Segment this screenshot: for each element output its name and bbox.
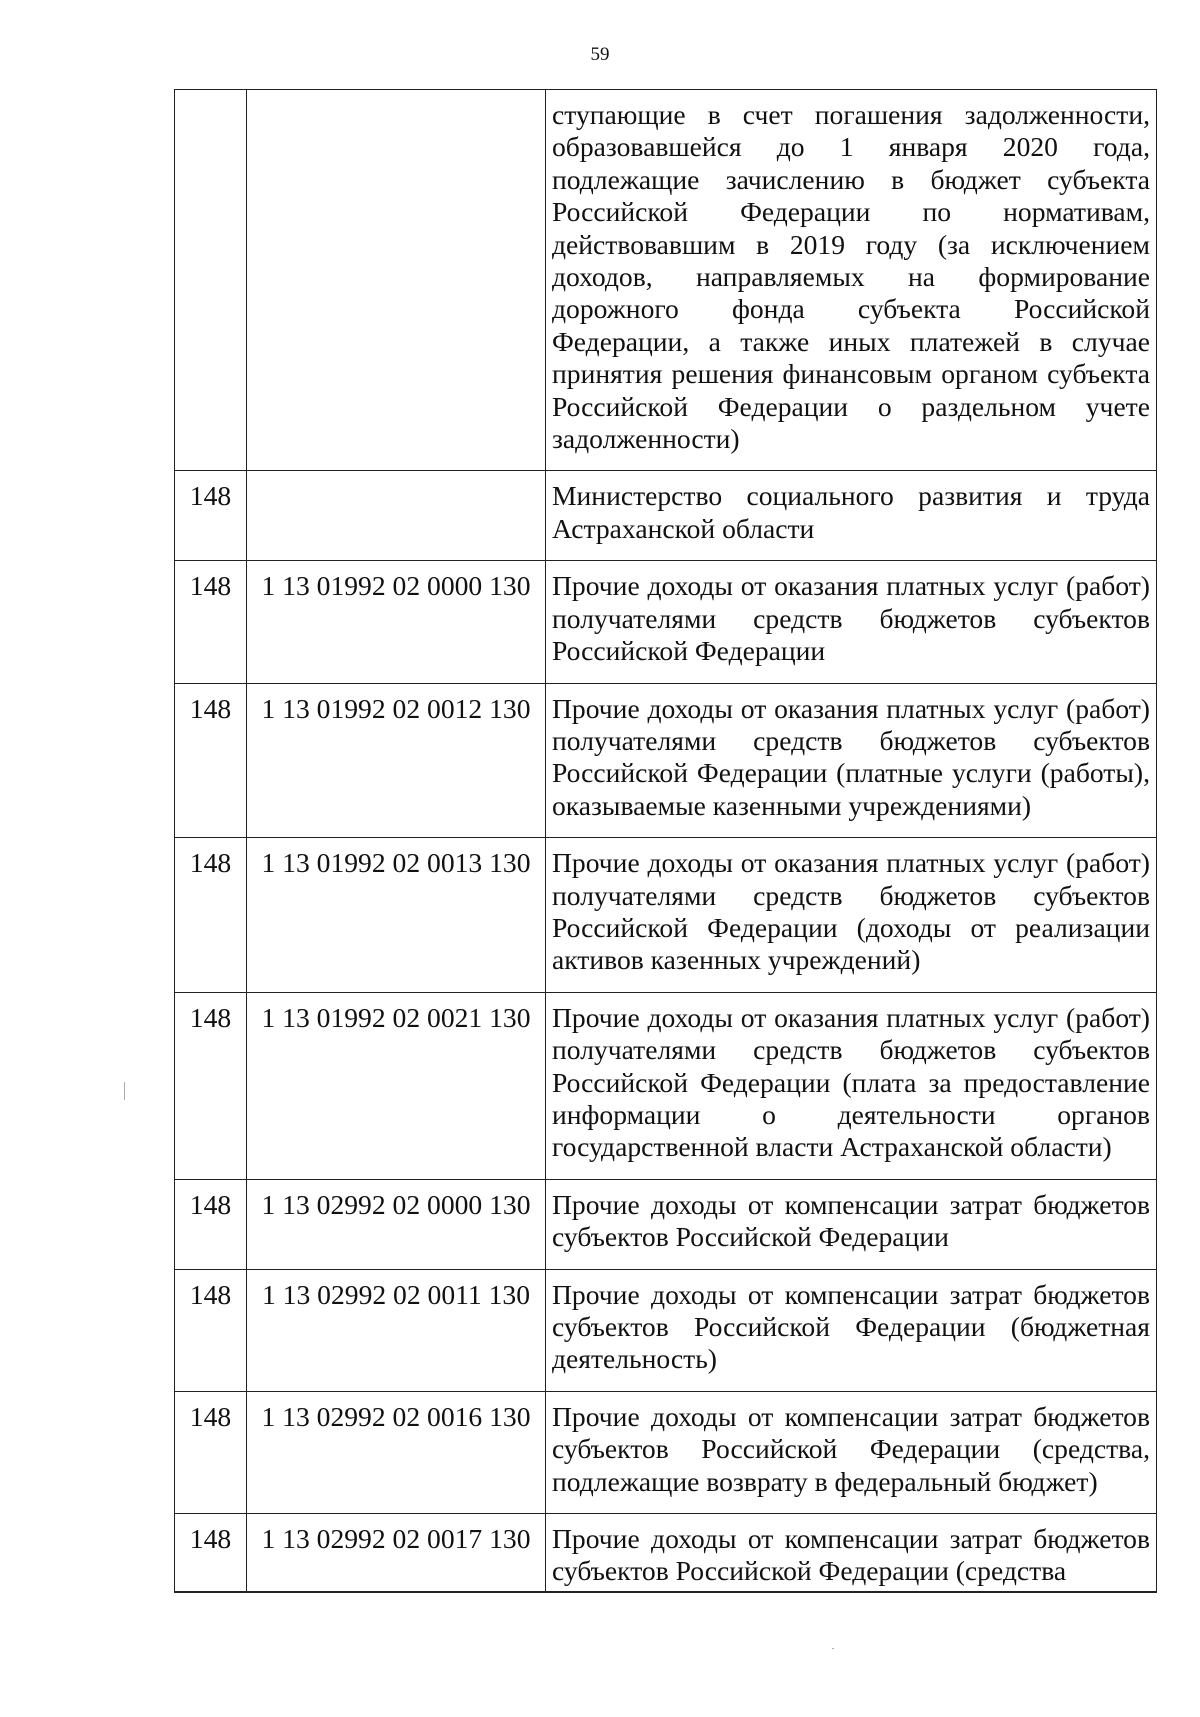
admin-code-cell: 148 bbox=[175, 683, 247, 838]
table-row bbox=[175, 561, 1157, 683]
admin-code-cell: 148 bbox=[175, 1391, 247, 1513]
admin-code-cell: 148 bbox=[175, 1179, 247, 1269]
table-row bbox=[175, 1514, 1157, 1592]
revenue-code-cell: 1 13 01992 02 0000 130 bbox=[247, 561, 546, 683]
scan-artifact-mark bbox=[124, 1082, 125, 1100]
table-row bbox=[175, 1269, 1157, 1391]
revenue-code-cell bbox=[247, 90, 546, 471]
admin-code-cell: 148 bbox=[175, 838, 247, 993]
revenue-name-cell: Прочие доходы от оказания платных услуг (работ) получателями средств бюджетов субъектов Российской Федерации (платные услуги (работы), оказываемые казенными учреждениями) bbox=[546, 683, 1157, 838]
admin-code-cell: 148 bbox=[175, 1269, 247, 1391]
revenue-code-cell: 1 13 01992 02 0021 130 bbox=[247, 992, 546, 1179]
revenue-codes-table bbox=[174, 89, 1157, 1593]
revenue-name-cell: ступающие в счет погашения задолженности, образовавшейся до 1 января 2020 года, подлежащие зачислению в бюджет субъекта Российской Федерации по нормативам, действовавшим в 2019 году (за исключением доходов, направляемых на формирование дорожного фонда субъекта Российской Федерации, а также иных платежей в случае принятия решения финансовым органом субъекта Российской Федерации о раздельном учете задолженности) bbox=[546, 90, 1157, 471]
table-row bbox=[175, 1179, 1157, 1269]
table-row bbox=[175, 992, 1157, 1179]
table-row bbox=[175, 683, 1157, 838]
revenue-code-cell: 1 13 02992 02 0016 130 bbox=[247, 1391, 546, 1513]
revenue-name-cell: Министерство социального развития и труда Астраханской области bbox=[546, 471, 1157, 561]
revenue-name-cell: Прочие доходы от оказания платных услуг (работ) получателями средств бюджетов субъектов Российской Федерации (плата за предоставление информации о деятельности органов государственной власти Астраханской области) bbox=[546, 992, 1157, 1179]
table-row bbox=[175, 1391, 1157, 1513]
table-row bbox=[175, 471, 1157, 561]
revenue-code-cell: 1 13 01992 02 0012 130 bbox=[247, 683, 546, 838]
admin-code-cell: 148 bbox=[175, 992, 247, 1179]
revenue-name-cell: Прочие доходы от компенсации затрат бюджетов субъектов Российской Федерации bbox=[546, 1179, 1157, 1269]
revenue-name-cell: Прочие доходы от компенсации затрат бюджетов субъектов Российской Федерации (средства bbox=[546, 1514, 1157, 1592]
admin-code-cell bbox=[175, 90, 247, 471]
admin-code-cell: 148 bbox=[175, 1514, 247, 1592]
revenue-code-cell: 1 13 02992 02 0017 130 bbox=[247, 1514, 546, 1592]
revenue-code-cell: 1 13 02992 02 0000 130 bbox=[247, 1179, 546, 1269]
scan-artifact-mark bbox=[832, 1648, 834, 1649]
revenue-code-cell: 1 13 02992 02 0011 130 bbox=[247, 1269, 546, 1391]
revenue-code-cell bbox=[247, 471, 546, 561]
revenue-code-cell: 1 13 01992 02 0013 130 bbox=[247, 838, 546, 993]
admin-code-cell: 148 bbox=[175, 561, 247, 683]
table-row bbox=[175, 838, 1157, 993]
revenue-name-cell: Прочие доходы от оказания платных услуг (работ) получателями средств бюджетов субъектов Российской Федерации (доходы от реализации активов казенных учреждений) bbox=[546, 838, 1157, 993]
revenue-name-cell: Прочие доходы от компенсации затрат бюджетов субъектов Российской Федерации (средства, подлежащие возврату в федеральный бюджет) bbox=[546, 1391, 1157, 1513]
revenue-name-cell: Прочие доходы от оказания платных услуг (работ) получателями средств бюджетов субъектов Российской Федерации bbox=[546, 561, 1157, 683]
admin-code-cell: 148 bbox=[175, 471, 247, 561]
revenue-name-cell: Прочие доходы от компенсации затрат бюджетов субъектов Российской Федерации (бюджетная деятельность) bbox=[546, 1269, 1157, 1391]
page-number: 59 bbox=[590, 44, 610, 65]
table-row bbox=[175, 90, 1157, 471]
